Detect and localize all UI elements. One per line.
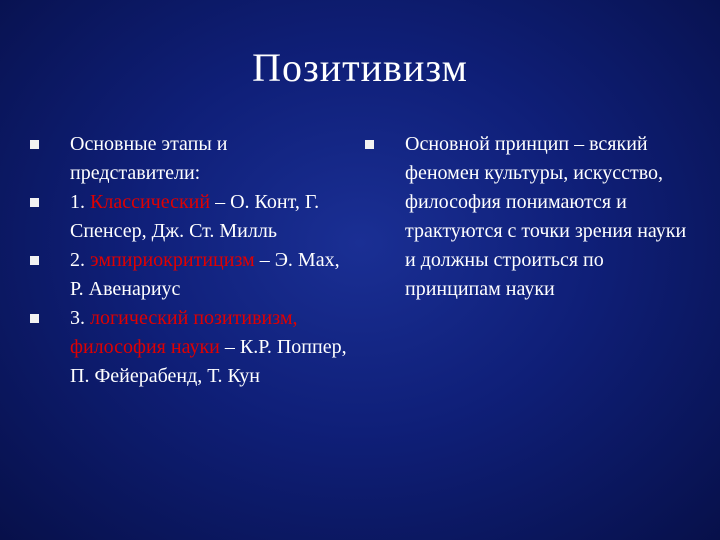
square-bullet-icon — [30, 256, 39, 265]
list-item-prefix: 2. — [70, 249, 90, 271]
list-item-accent: Классический — [90, 191, 211, 213]
list-item — [30, 188, 355, 246]
left-column — [30, 130, 355, 391]
list-item — [30, 130, 355, 188]
square-bullet-icon — [30, 140, 39, 149]
square-bullet-icon — [365, 140, 374, 149]
list-item-text: Основные этапы и представители: — [70, 133, 228, 184]
list-item-rest: – О. Конт, Г. Спенсер, Дж. Ст. Милль — [70, 191, 320, 242]
list-item — [365, 130, 695, 304]
square-bullet-icon — [30, 198, 39, 207]
square-bullet-icon — [30, 314, 39, 323]
right-column — [365, 130, 695, 304]
list-item — [30, 304, 355, 391]
slide-title: Позитивизм — [252, 45, 468, 90]
list-item-rest: – К.Р. Поппер, П. Фейерабенд, Т. Кун — [70, 336, 347, 387]
list-item-accent: эмпириокритицизм — [90, 249, 255, 271]
list-item-accent: логический позитивизм, философия науки — [70, 307, 298, 358]
list-item-prefix: 1. — [70, 191, 90, 213]
list-item-prefix: 3. — [70, 307, 90, 329]
list-item-text: Основной принцип – всякий феномен культуры, искусство, философия понимаются и трактуются с точки зрения науки и должны строиться по принципам науки — [405, 133, 687, 300]
list-item — [30, 246, 355, 304]
list-item-rest: – Э. Мах, Р. Авенариус — [70, 249, 340, 300]
